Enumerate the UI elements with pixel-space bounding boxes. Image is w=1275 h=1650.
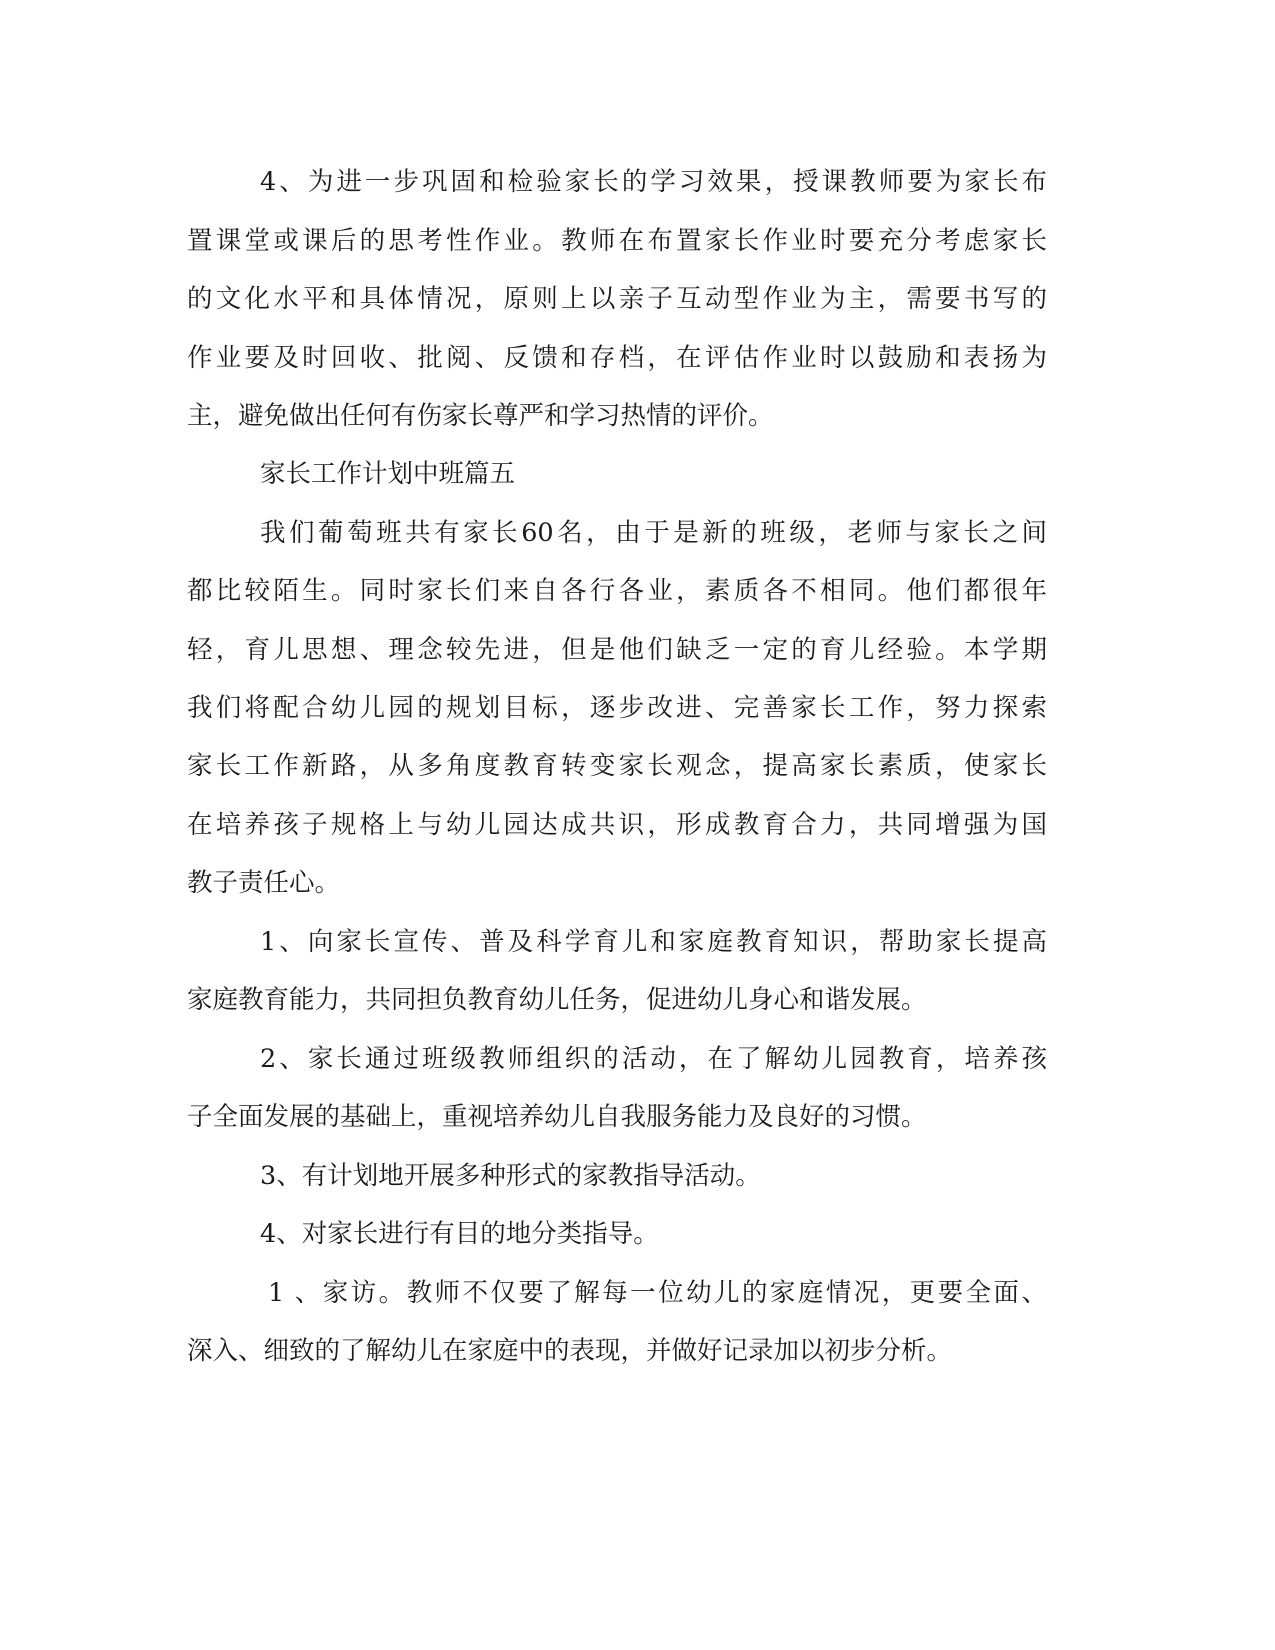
paragraph-3-line-3: 轻，育儿思想、理念较先进，但是他们缺乏一定的育儿经验。本学期 xyxy=(187,635,1047,665)
paragraph-3-line-6: 在培养孩子规格上与幼儿园达成共识，形成教育合力，共同增强为国 xyxy=(187,810,1047,840)
paragraph-7-line-1: 4、对家长进行有目的地分类指导。 xyxy=(260,1219,659,1249)
paragraph-8-line-2: 深入、细致的了解幼儿在家庭中的表现，并做好记录加以初步分析。 xyxy=(187,1336,953,1366)
paragraph-6-line-1: 3、有计划地开展多种形式的家教指导活动。 xyxy=(260,1161,761,1191)
paragraph-3-line-1: 我们葡萄班共有家长60名，由于是新的班级，老师与家长之间 xyxy=(260,518,1047,548)
paragraph-5-line-1: 2、家长通过班级教师组织的活动，在了解幼儿园教育，培养孩 xyxy=(260,1044,1047,1074)
paragraph-4-line-1: 1、向家长宣传、普及科学育儿和家庭教育知识，帮助家长提高 xyxy=(260,927,1047,957)
paragraph-3-line-7: 教子责任心。 xyxy=(187,868,341,898)
paragraph-1-line-3: 的文化水平和具体情况，原则上以亲子互动型作业为主，需要书写的 xyxy=(187,284,1047,314)
section-heading: 家长工作计划中班篇五 xyxy=(260,459,516,489)
paragraph-5-line-2: 子全面发展的基础上，重视培养幼儿自我服务能力及良好的习惯。 xyxy=(187,1102,927,1132)
paragraph-3-line-4: 我们将配合幼儿园的规划目标，逐步改进、完善家长工作，努力探索 xyxy=(187,693,1047,723)
paragraph-1-line-2: 置课堂或课后的思考性作业。教师在布置家长作业时要充分考虑家长 xyxy=(187,226,1047,256)
paragraph-3-line-5: 家长工作新路，从多角度教育转变家长观念，提高家长素质，使家长 xyxy=(187,751,1047,781)
paragraph-1-line-4: 作业要及时回收、批阅、反馈和存档，在评估作业时以鼓励和表扬为 xyxy=(187,343,1047,373)
paragraph-8-line-1: 1 、家访。教师不仅要了解每一位幼儿的家庭情况，更要全面、 xyxy=(268,1278,1047,1308)
paragraph-4-line-2: 家庭教育能力，共同担负教育幼儿任务，促进幼儿身心和谐发展。 xyxy=(187,985,927,1015)
paragraph-1-line-1: 4、为进一步巩固和检验家长的学习效果，授课教师要为家长布 xyxy=(260,167,1047,197)
paragraph-1-line-5: 主，避免做出任何有伤家长尊严和学习热情的评价。 xyxy=(187,401,774,431)
paragraph-3-line-2: 都比较陌生。同时家长们来自各行各业，素质各不相同。他们都很年 xyxy=(187,576,1047,606)
